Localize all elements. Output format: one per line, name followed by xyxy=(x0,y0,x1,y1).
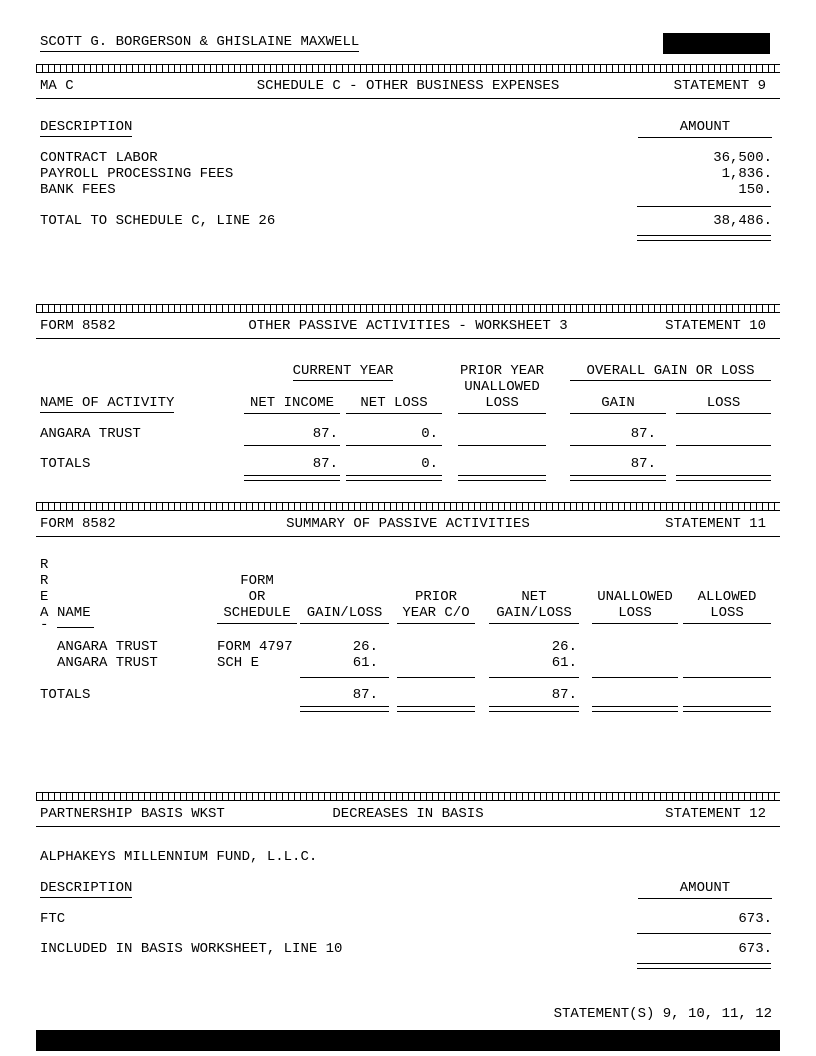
net-gain-loss-value: 26. xyxy=(551,639,577,655)
section-separator xyxy=(36,792,780,801)
table-row xyxy=(40,166,772,182)
footer-statement-list: STATEMENT(S) 9, 10, 11, 12 xyxy=(553,1006,772,1022)
statement11-header-line5 xyxy=(40,617,772,633)
prior-header-line1: PRIOR xyxy=(414,589,457,605)
statement9-title: SCHEDULE C - OTHER BUSINESS EXPENSES xyxy=(256,78,560,94)
statement11-header-line3 xyxy=(40,589,772,605)
form-header-line2: OR xyxy=(248,589,266,605)
statement9-header xyxy=(36,77,780,99)
gain-loss-header: GAIN/LOSS xyxy=(300,605,389,624)
side-letter: R xyxy=(40,573,49,589)
statement10-totals-row xyxy=(40,456,772,472)
statement10-header xyxy=(36,317,780,339)
statement12-form-label: PARTNERSHIP BASIS WKST xyxy=(40,806,225,822)
double-rules xyxy=(40,475,772,481)
statement12-statement-label: STATEMENT 12 xyxy=(665,806,766,822)
side-letter: E xyxy=(40,589,49,605)
footer-row xyxy=(40,1006,772,1022)
side-letter: - xyxy=(40,617,49,633)
statement11-header xyxy=(36,515,780,537)
row-description: CONTRACT LABOR xyxy=(40,150,158,166)
form-header-line1: FORM xyxy=(240,573,274,589)
section-separator xyxy=(36,502,780,511)
statement10-column-headers xyxy=(40,395,772,414)
prior-year-header: PRIOR YEAR xyxy=(459,363,544,379)
allowed-header-line2: LOSS xyxy=(683,605,771,624)
net-loss-total: 0. xyxy=(421,456,438,472)
subtotal-rule xyxy=(637,933,771,934)
statement10-statement-label: STATEMENT 10 xyxy=(665,318,766,334)
statement11-statement-label: STATEMENT 11 xyxy=(665,516,766,532)
table-row xyxy=(40,426,772,442)
taxpayer-name-row xyxy=(40,34,772,52)
statement10-group-headers-2 xyxy=(40,379,772,395)
net-loss-header: NET LOSS xyxy=(346,395,442,414)
activity-name: ANGARA TRUST xyxy=(40,426,141,442)
section-separator xyxy=(36,64,780,73)
gain-loss-value: 26. xyxy=(352,639,378,655)
statement12-header xyxy=(36,805,780,827)
allowed-header-line1: ALLOWED xyxy=(697,589,757,605)
form-header-line3: SCHEDULE xyxy=(217,605,297,624)
net-header-line2: GAIN/LOSS xyxy=(489,605,579,624)
double-rule xyxy=(637,235,771,241)
form-or-schedule: FORM 4797 xyxy=(217,639,293,655)
net-income-header: NET INCOME xyxy=(244,395,340,414)
statement11-form-label: FORM 8582 xyxy=(40,516,116,532)
net-income-total: 87. xyxy=(312,456,338,472)
name-header: NAME xyxy=(57,605,91,621)
total-amount: 38,486. xyxy=(713,213,772,229)
gain-loss-value: 61. xyxy=(352,655,378,671)
statement12-column-headers xyxy=(40,880,772,899)
entity-name-row xyxy=(40,849,772,865)
net-income-value: 87. xyxy=(312,426,338,442)
total-amount: 673. xyxy=(738,941,772,957)
name-of-activity-header: NAME OF ACTIVITY xyxy=(40,395,175,411)
statement11-title: SUMMARY OF PASSIVE ACTIVITIES xyxy=(286,516,530,532)
total-label: TOTAL TO SCHEDULE C, LINE 26 xyxy=(40,213,276,229)
statement11-header-line1 xyxy=(40,557,772,573)
row-description: PAYROLL PROCESSING FEES xyxy=(40,166,234,182)
gain-header: GAIN xyxy=(570,395,666,414)
amount-header: AMOUNT xyxy=(638,880,772,899)
gain-total: 87. xyxy=(630,456,656,472)
totals-label: TOTALS xyxy=(40,456,91,472)
net-header-line1: NET xyxy=(521,589,547,605)
overall-gain-loss-header: OVERALL GAIN OR LOSS xyxy=(570,363,771,381)
entity-name: ALPHAKEYS MILLENNIUM FUND, L.L.C. xyxy=(40,849,318,865)
row-amount: 36,500. xyxy=(713,150,772,166)
statement9-statement-label: STATEMENT 9 xyxy=(673,78,766,94)
loss-header: LOSS xyxy=(458,395,546,414)
name-rule xyxy=(57,627,94,628)
table-row xyxy=(40,182,772,198)
description-header: DESCRIPTION xyxy=(40,880,133,896)
statement10-title: OTHER PASSIVE ACTIVITIES - WORKSHEET 3 xyxy=(248,318,568,334)
net-gain-loss-value: 61. xyxy=(551,655,577,671)
page-content xyxy=(40,0,772,1056)
taxpayer-name: SCOTT G. BORGERSON & GHISLAINE MAXWELL xyxy=(40,34,360,50)
statement9-total-row xyxy=(40,213,772,229)
unallowed-header-line2: LOSS xyxy=(592,605,678,624)
subtotal-rule xyxy=(637,206,771,207)
double-rule xyxy=(637,963,771,969)
totals-label: TOTALS xyxy=(40,687,91,703)
row-description: FTC xyxy=(40,911,66,927)
activity-name: ANGARA TRUST xyxy=(57,655,158,671)
activity-name: ANGARA TRUST xyxy=(57,639,158,655)
statement9-column-headers xyxy=(40,119,772,138)
loss-header: LOSS xyxy=(676,395,771,414)
gain-loss-total: 87. xyxy=(352,687,378,703)
row-description: BANK FEES xyxy=(40,182,116,198)
double-rules xyxy=(40,706,772,712)
side-letter: R xyxy=(40,557,49,573)
description-header: DESCRIPTION xyxy=(40,119,133,135)
column-rules xyxy=(40,445,772,446)
current-year-header: CURRENT YEAR xyxy=(292,363,394,379)
section-separator xyxy=(36,304,780,313)
form-or-schedule: SCH E xyxy=(217,655,260,671)
statement12-total-row xyxy=(40,941,772,957)
side-letter: A xyxy=(40,605,49,621)
statement10-form-label: FORM 8582 xyxy=(40,318,116,334)
statement11-totals-row xyxy=(40,687,772,703)
statement12-title: DECREASES IN BASIS xyxy=(332,806,484,822)
table-row xyxy=(40,639,772,655)
gain-value: 87. xyxy=(630,426,656,442)
statement9-form-label: MA C xyxy=(40,78,74,94)
unallowed-header-line1: UNALLOWED xyxy=(597,589,673,605)
prior-header-line2: YEAR C/O xyxy=(397,605,475,624)
table-row xyxy=(40,655,772,671)
row-amount: 1,836. xyxy=(721,166,772,182)
table-row xyxy=(40,911,772,927)
table-row xyxy=(40,150,772,166)
redaction-bar-bottom xyxy=(36,1030,780,1051)
unallowed-header: UNALLOWED xyxy=(464,379,540,395)
amount-header: AMOUNT xyxy=(638,119,772,138)
total-label: INCLUDED IN BASIS WORKSHEET, LINE 10 xyxy=(40,941,343,957)
statement11-header-line2 xyxy=(40,573,772,589)
row-amount: 150. xyxy=(738,182,772,198)
row-amount: 673. xyxy=(738,911,772,927)
net-gain-loss-total: 87. xyxy=(551,687,577,703)
column-rules xyxy=(40,677,772,678)
net-loss-value: 0. xyxy=(421,426,438,442)
